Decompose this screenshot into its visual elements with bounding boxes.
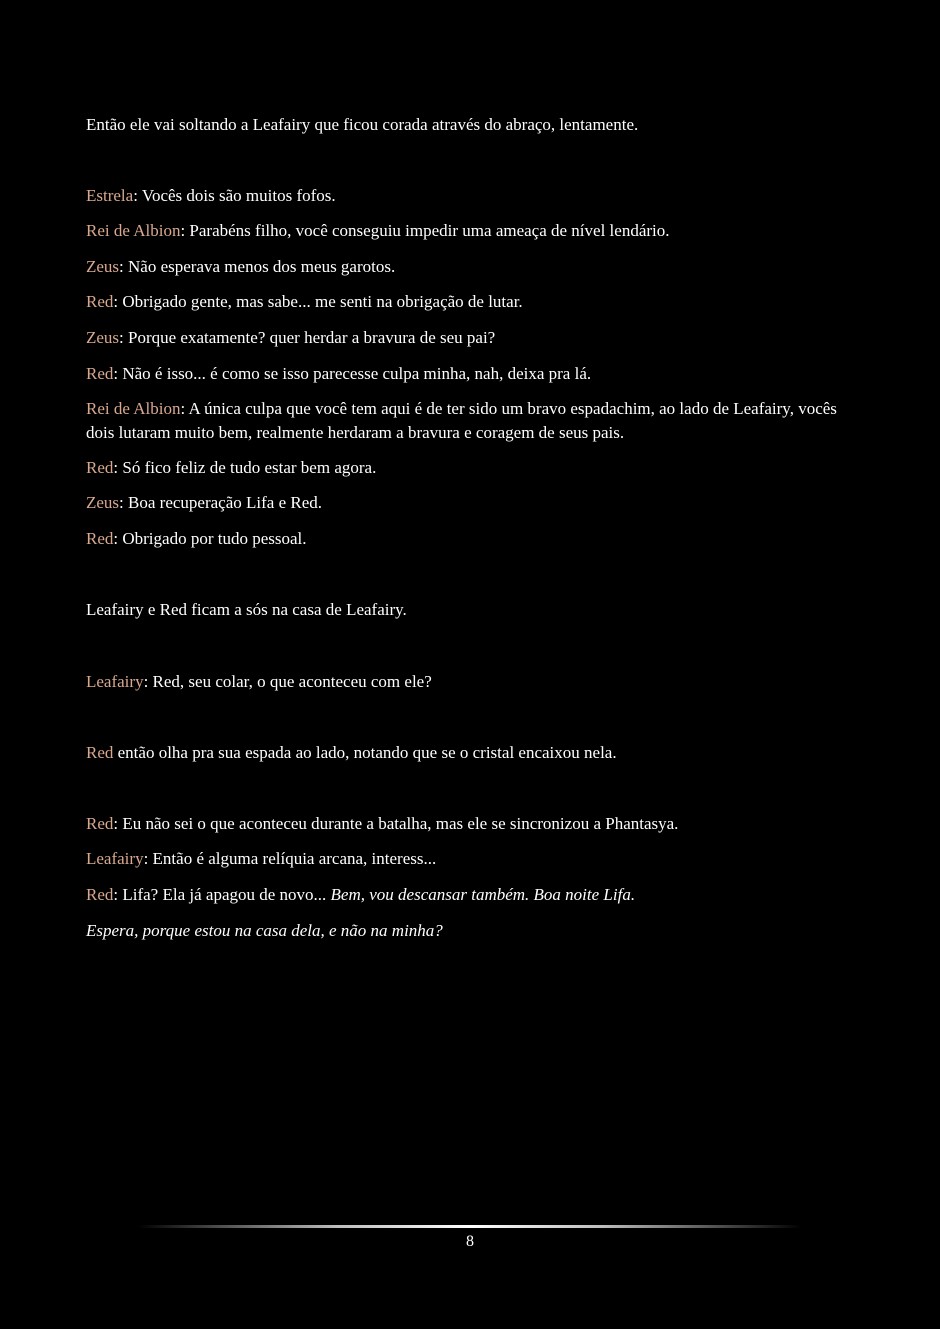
dialogue-line xyxy=(86,456,856,480)
speaker-name: Red xyxy=(86,364,114,383)
speaker-name: Red xyxy=(86,885,114,904)
page-number: 8 xyxy=(466,1233,474,1250)
dialogue-text: : Boa recuperação Lifa e Red. xyxy=(119,493,322,512)
dialogue-text: : Porque exatamente? quer herdar a bravura de seu pai? xyxy=(119,328,496,347)
speaker-name: Estrela xyxy=(86,186,134,205)
speaker-name: Red xyxy=(86,743,114,762)
speaker-name: Leafairy xyxy=(86,672,144,691)
dialogue-text: : Não esperava menos dos meus garotos. xyxy=(119,257,396,276)
dialogue-text: : Não é isso... é como se isso parecesse culpa minha, nah, deixa pra lá. xyxy=(113,364,592,383)
speaker-name: Rei de Albion xyxy=(86,221,181,240)
dialogue-line xyxy=(86,397,856,445)
dialogue-text: : A única culpa que você tem aqui é de ter sido um bravo espadachim, ao lado de Leafairy, vocês dois lutaram muito bem, realmente herdaram a bravura e coragem de seus pais. xyxy=(86,399,837,442)
dialogue-line xyxy=(86,219,856,243)
dialogue-text: : Lifa? Ela já apagou de novo... xyxy=(113,885,331,904)
dialogue-line xyxy=(86,184,856,208)
dialogue-text: : Parabéns filho, você conseguiu impedir uma ameaça de nível lendário. xyxy=(180,221,670,240)
narration-text: Então ele vai soltando a Leafairy que ficou corada através do abraço, lentamente. xyxy=(86,115,639,134)
thought-text: Espera, porque estou na casa dela, e não na minha? xyxy=(86,921,443,940)
speaker-name: Zeus xyxy=(86,328,120,347)
dialogue-line xyxy=(86,290,856,314)
dialogue-text: : Então é alguma relíquia arcana, interess... xyxy=(143,849,437,868)
speaker-name: Leafairy xyxy=(86,849,144,868)
narration-text: então olha pra sua espada ao lado, notando que se o cristal encaixou nela. xyxy=(113,743,617,762)
dialogue-line xyxy=(86,255,856,279)
speaker-name: Red xyxy=(86,529,114,548)
thought-text: Bem, vou descansar também. Boa noite Lifa. xyxy=(330,885,636,904)
narration-paragraph xyxy=(86,113,856,137)
thought-paragraph xyxy=(86,919,856,943)
dialogue-text: : Só fico feliz de tudo estar bem agora. xyxy=(113,458,377,477)
dialogue-line xyxy=(86,670,856,694)
dialogue-line xyxy=(86,362,856,386)
dialogue-line xyxy=(86,491,856,515)
narration-paragraph xyxy=(86,598,856,622)
dialogue-text: : Obrigado gente, mas sabe... me senti na obrigação de lutar. xyxy=(113,292,523,311)
speaker-name: Zeus xyxy=(86,257,120,276)
dialogue-text: : Red, seu colar, o que aconteceu com ele? xyxy=(143,672,432,691)
narration-text: Leafairy e Red ficam a sós na casa de Leafairy. xyxy=(86,600,407,619)
speaker-name: Red xyxy=(86,814,114,833)
dialogue-line xyxy=(86,812,856,836)
speaker-name: Red xyxy=(86,458,114,477)
dialogue-line xyxy=(86,883,856,907)
speaker-name: Rei de Albion xyxy=(86,399,181,418)
narration-paragraph xyxy=(86,741,856,765)
dialogue-text: : Vocês dois são muitos fofos. xyxy=(133,186,336,205)
dialogue-line xyxy=(86,527,856,551)
footer-divider xyxy=(138,1225,802,1228)
dialogue-text: : Eu não sei o que aconteceu durante a batalha, mas ele se sincronizou a Phantasya. xyxy=(113,814,679,833)
dialogue-text: : Obrigado por tudo pessoal. xyxy=(113,529,307,548)
speaker-name: Zeus xyxy=(86,493,120,512)
dialogue-line xyxy=(86,326,856,350)
dialogue-line xyxy=(86,847,856,871)
speaker-name: Red xyxy=(86,292,114,311)
